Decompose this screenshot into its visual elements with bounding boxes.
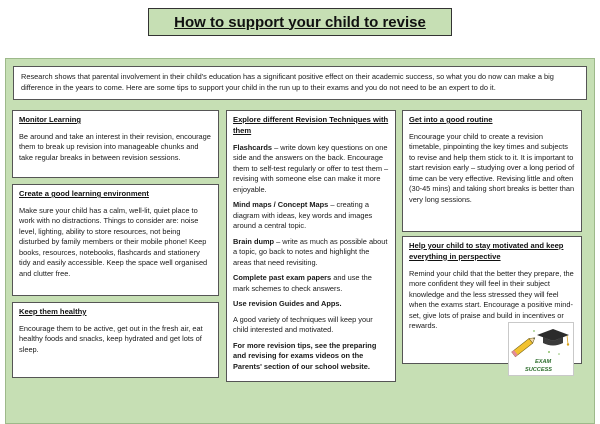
- title-banner: [148, 8, 452, 36]
- variety-text: A good variety of techniques will keep your child interested and motivated.: [233, 314, 373, 335]
- pastpapers-term: Complete past exam papers: [233, 273, 332, 283]
- more-tips: [233, 341, 389, 373]
- graduation-cap-pencil-icon: [509, 323, 575, 377]
- routine-heading: Get into a good routine: [409, 115, 493, 124]
- motivated-heading: Help your child to stay motivated and keep everything in perspective: [409, 241, 564, 261]
- healthy-body: Encourage them to be active, get out in the fresh air, eat healthy foods and snacks, keep hydrated and get lots of sleep.: [19, 323, 203, 354]
- monitor-learning-box: [12, 110, 219, 178]
- exam-success-badge: [508, 322, 574, 376]
- routine-body: Encourage your child to create a revision timetable, pinpointing the key times and subjects to revise and help them stick to it. It is important to start revision early – studying over a long period of time can be very effective. Revising little and often (30-45 mins) and taking short breaks is better than very long sessions.: [409, 131, 575, 204]
- motivated-body: Remind your child that the better they prepare, the more confident they will feel in their subject knowledge and the less stressed they will feel when the exams start. Encourage a positive mind-set, give lots of praise and build in incentives or rewards.: [409, 268, 574, 331]
- braindump-tip: [233, 237, 389, 269]
- pastpapers-body: and use the mark schemes to check answers.: [233, 273, 372, 293]
- guides-text: Use revision Guides and Apps.: [233, 299, 342, 309]
- braindump-body: – write as much as possible about a topic, go back to notes and highlight the areas that need revisiting.: [233, 236, 388, 267]
- mindmaps-tip: [233, 200, 389, 232]
- badge-line2: SUCCESS: [525, 367, 553, 373]
- braindump-term: Brain dump: [233, 236, 275, 246]
- page-title: How to support your child to revise: [174, 13, 426, 31]
- monitor-body: Be around and take an interest in their revision, encourage them to break up revision into manageable chunks and take regular breaks in between revision sessions.: [19, 131, 211, 162]
- learning-environment-box: [12, 184, 219, 296]
- revision-techniques-box: [226, 110, 396, 382]
- pastpapers-tip: [233, 273, 389, 294]
- environment-body: Make sure your child has a calm, well-lit, quiet place to work with no distractions. Things to consider are: noise level, lighting, ability to store resources, not being disturbed by family members or their mobile phone! Keep books, resources, notebooks, flashcards and stationery tidy and easily accessible. Keep the space well organised and clutter free.: [19, 205, 208, 278]
- badge-line1: EXAM: [535, 359, 552, 365]
- environment-heading: Create a good learning environment: [19, 189, 149, 198]
- good-routine-box: [402, 110, 582, 232]
- more-tips-text: For more revision tips, see the preparing and revising for exams videos on the Parents' section of our school website.: [233, 340, 377, 371]
- mindmaps-term: Mind maps / Concept Maps: [233, 200, 329, 210]
- flashcards-body: – write down key questions on one side and the answers on the back. Encourage them to self-test regularly or offer to test them – revising with someone else can make it more enjoyable.: [233, 142, 389, 194]
- techniques-heading: Explore different Revision Techniques with them: [233, 115, 389, 135]
- guides-tip: [233, 299, 389, 310]
- intro-text: Research shows that parental involvement in their child's education has a significant positive effect on their academic success, so what you do now can make a big difference in the years to come. Here are some tips to support your child in the run up to their exams and you do not need to be an expert to do it.: [21, 72, 554, 92]
- keep-healthy-box: [12, 302, 219, 378]
- monitor-heading: Monitor Learning: [19, 115, 82, 124]
- intro-box: [13, 66, 587, 100]
- flashcards-tip: [233, 143, 389, 196]
- healthy-heading: Keep them healthy: [19, 307, 87, 316]
- mindmaps-body: – creating a diagram with ideas, key words and images around a central topic.: [233, 200, 373, 231]
- flashcards-term: Flashcards: [233, 142, 273, 152]
